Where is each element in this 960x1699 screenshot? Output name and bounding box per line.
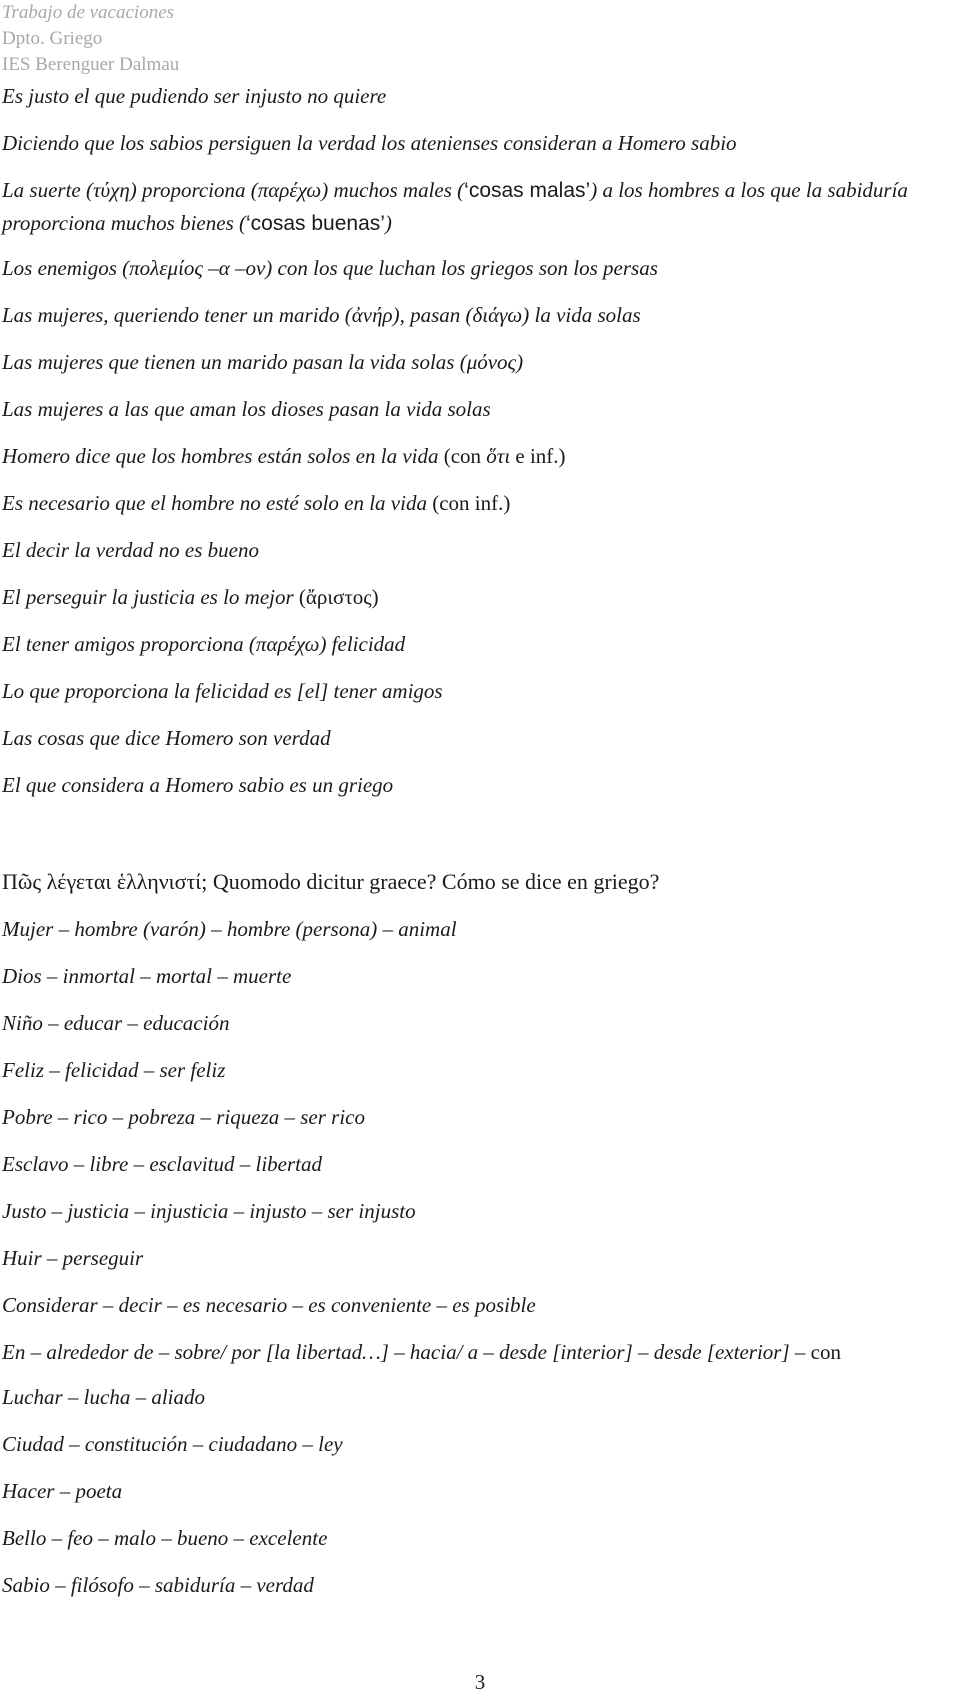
sentence: Diciendo que los sabios persiguen la verdad los atenienses consideran a Homero sabio <box>2 131 737 155</box>
vocabulary-line: Dios – inmortal – mortal – muerte <box>2 964 292 988</box>
sentence: Las mujeres que tienen un marido pasan la vida solas (μόνος) <box>2 350 524 374</box>
sentence-part: Homero dice que los hombres están solos en la vida <box>2 444 439 468</box>
vocabulary-line: Sabio – filósofo – sabiduría – verdad <box>2 1573 314 1597</box>
sentence-part: Es necesario que el hombre no esté solo en la vida <box>2 491 427 515</box>
sentence <box>2 487 960 519</box>
vocabulary-line-text: En – alrededor de – sobre/ por [la libertad…] – hacia/ a – desde [interior] – desde [exterior] – <box>2 1340 806 1364</box>
vocabulary-line: Pobre – rico – pobreza – riqueza – ser rico <box>2 1105 365 1129</box>
sentence <box>2 174 960 240</box>
sentence: El que considera a Homero sabio es un griego <box>2 773 394 797</box>
vocabulary-line: Mujer – hombre (varón) – hombre (persona) – animal <box>2 917 457 941</box>
header-school: IES Berenguer Dalmau <box>2 54 180 75</box>
sentence: Los enemigos (πολεμίος –α –ον) con los que luchan los griegos son los persas <box>2 256 658 280</box>
page-header <box>2 0 179 78</box>
sentence: Lo que proporciona la felicidad es [el] tener amigos <box>2 679 443 703</box>
sentence-part: ὅτι <box>486 444 511 468</box>
sentence-part: ) <box>384 211 392 235</box>
vocabulary-line <box>2 1336 958 1369</box>
sentence-part: La suerte (τύχη) proporciona (παρέχω) muchos males ( <box>2 178 465 202</box>
section-title: Πῶς λέγεται ἑλληνιστί; Quomodo dicitur graece? Cómo se dice en griego? <box>2 869 660 894</box>
page-number: 3 <box>474 1670 486 1694</box>
vocabulary-line-continuation: con <box>810 1340 841 1364</box>
sentence <box>2 581 960 613</box>
sentence-list <box>2 80 960 816</box>
sentence: Las cosas que dice Homero son verdad <box>2 726 331 750</box>
sentence-part: (con <box>438 444 487 468</box>
sentence-part: ‘cosas buenas’ <box>246 212 385 235</box>
vocabulary-line: Justo – justicia – injusticia – injusto – ser injusto <box>2 1199 416 1223</box>
sentence: Es justo el que pudiendo ser injusto no quiere <box>2 84 387 108</box>
sentence: Las mujeres a las que aman los dioses pasan la vida solas <box>2 397 491 421</box>
header-department: Dpto. Griego <box>2 28 103 49</box>
sentence-part: ‘cosas malas’ <box>464 179 591 202</box>
sentence: El decir la verdad no es bueno <box>2 538 259 562</box>
vocabulary-line: Luchar – lucha – aliado <box>2 1385 205 1409</box>
header-title: Trabajo de vacaciones <box>2 2 175 23</box>
sentence: Las mujeres, queriendo tener un marido (ἀνήρ), pasan (διάγω) la vida solas <box>2 303 641 327</box>
vocabulary-line: Esclavo – libre – esclavitud – libertad <box>2 1152 322 1176</box>
vocabulary-line: Ciudad – constitución – ciudadano – ley <box>2 1432 343 1456</box>
sentence <box>2 440 960 472</box>
sentence-part: (ἄριστος) <box>293 585 379 609</box>
vocabulary-line: Hacer – poeta <box>2 1479 123 1503</box>
vocabulary-line: Huir – perseguir <box>2 1246 144 1270</box>
vocabulary-list <box>2 913 958 1616</box>
sentence: El tener amigos proporciona (παρέχω) felicidad <box>2 632 406 656</box>
vocabulary-line: Considerar – decir – es necesario – es conveniente – es posible <box>2 1293 536 1317</box>
sentence-part: El perseguir la justicia es lo mejor <box>2 585 294 609</box>
vocabulary-line: Feliz – felicidad – ser feliz <box>2 1058 226 1082</box>
sentence-part: e inf.) <box>510 444 566 468</box>
sentence-part: (con inf.) <box>426 491 511 515</box>
vocabulary-line: Bello – feo – malo – bueno – excelente <box>2 1526 328 1550</box>
vocabulary-line: Niño – educar – educación <box>2 1011 230 1035</box>
sentence-part: ) a los hombres a los que la sabiduría proporciona muchos bienes ( <box>2 178 908 235</box>
